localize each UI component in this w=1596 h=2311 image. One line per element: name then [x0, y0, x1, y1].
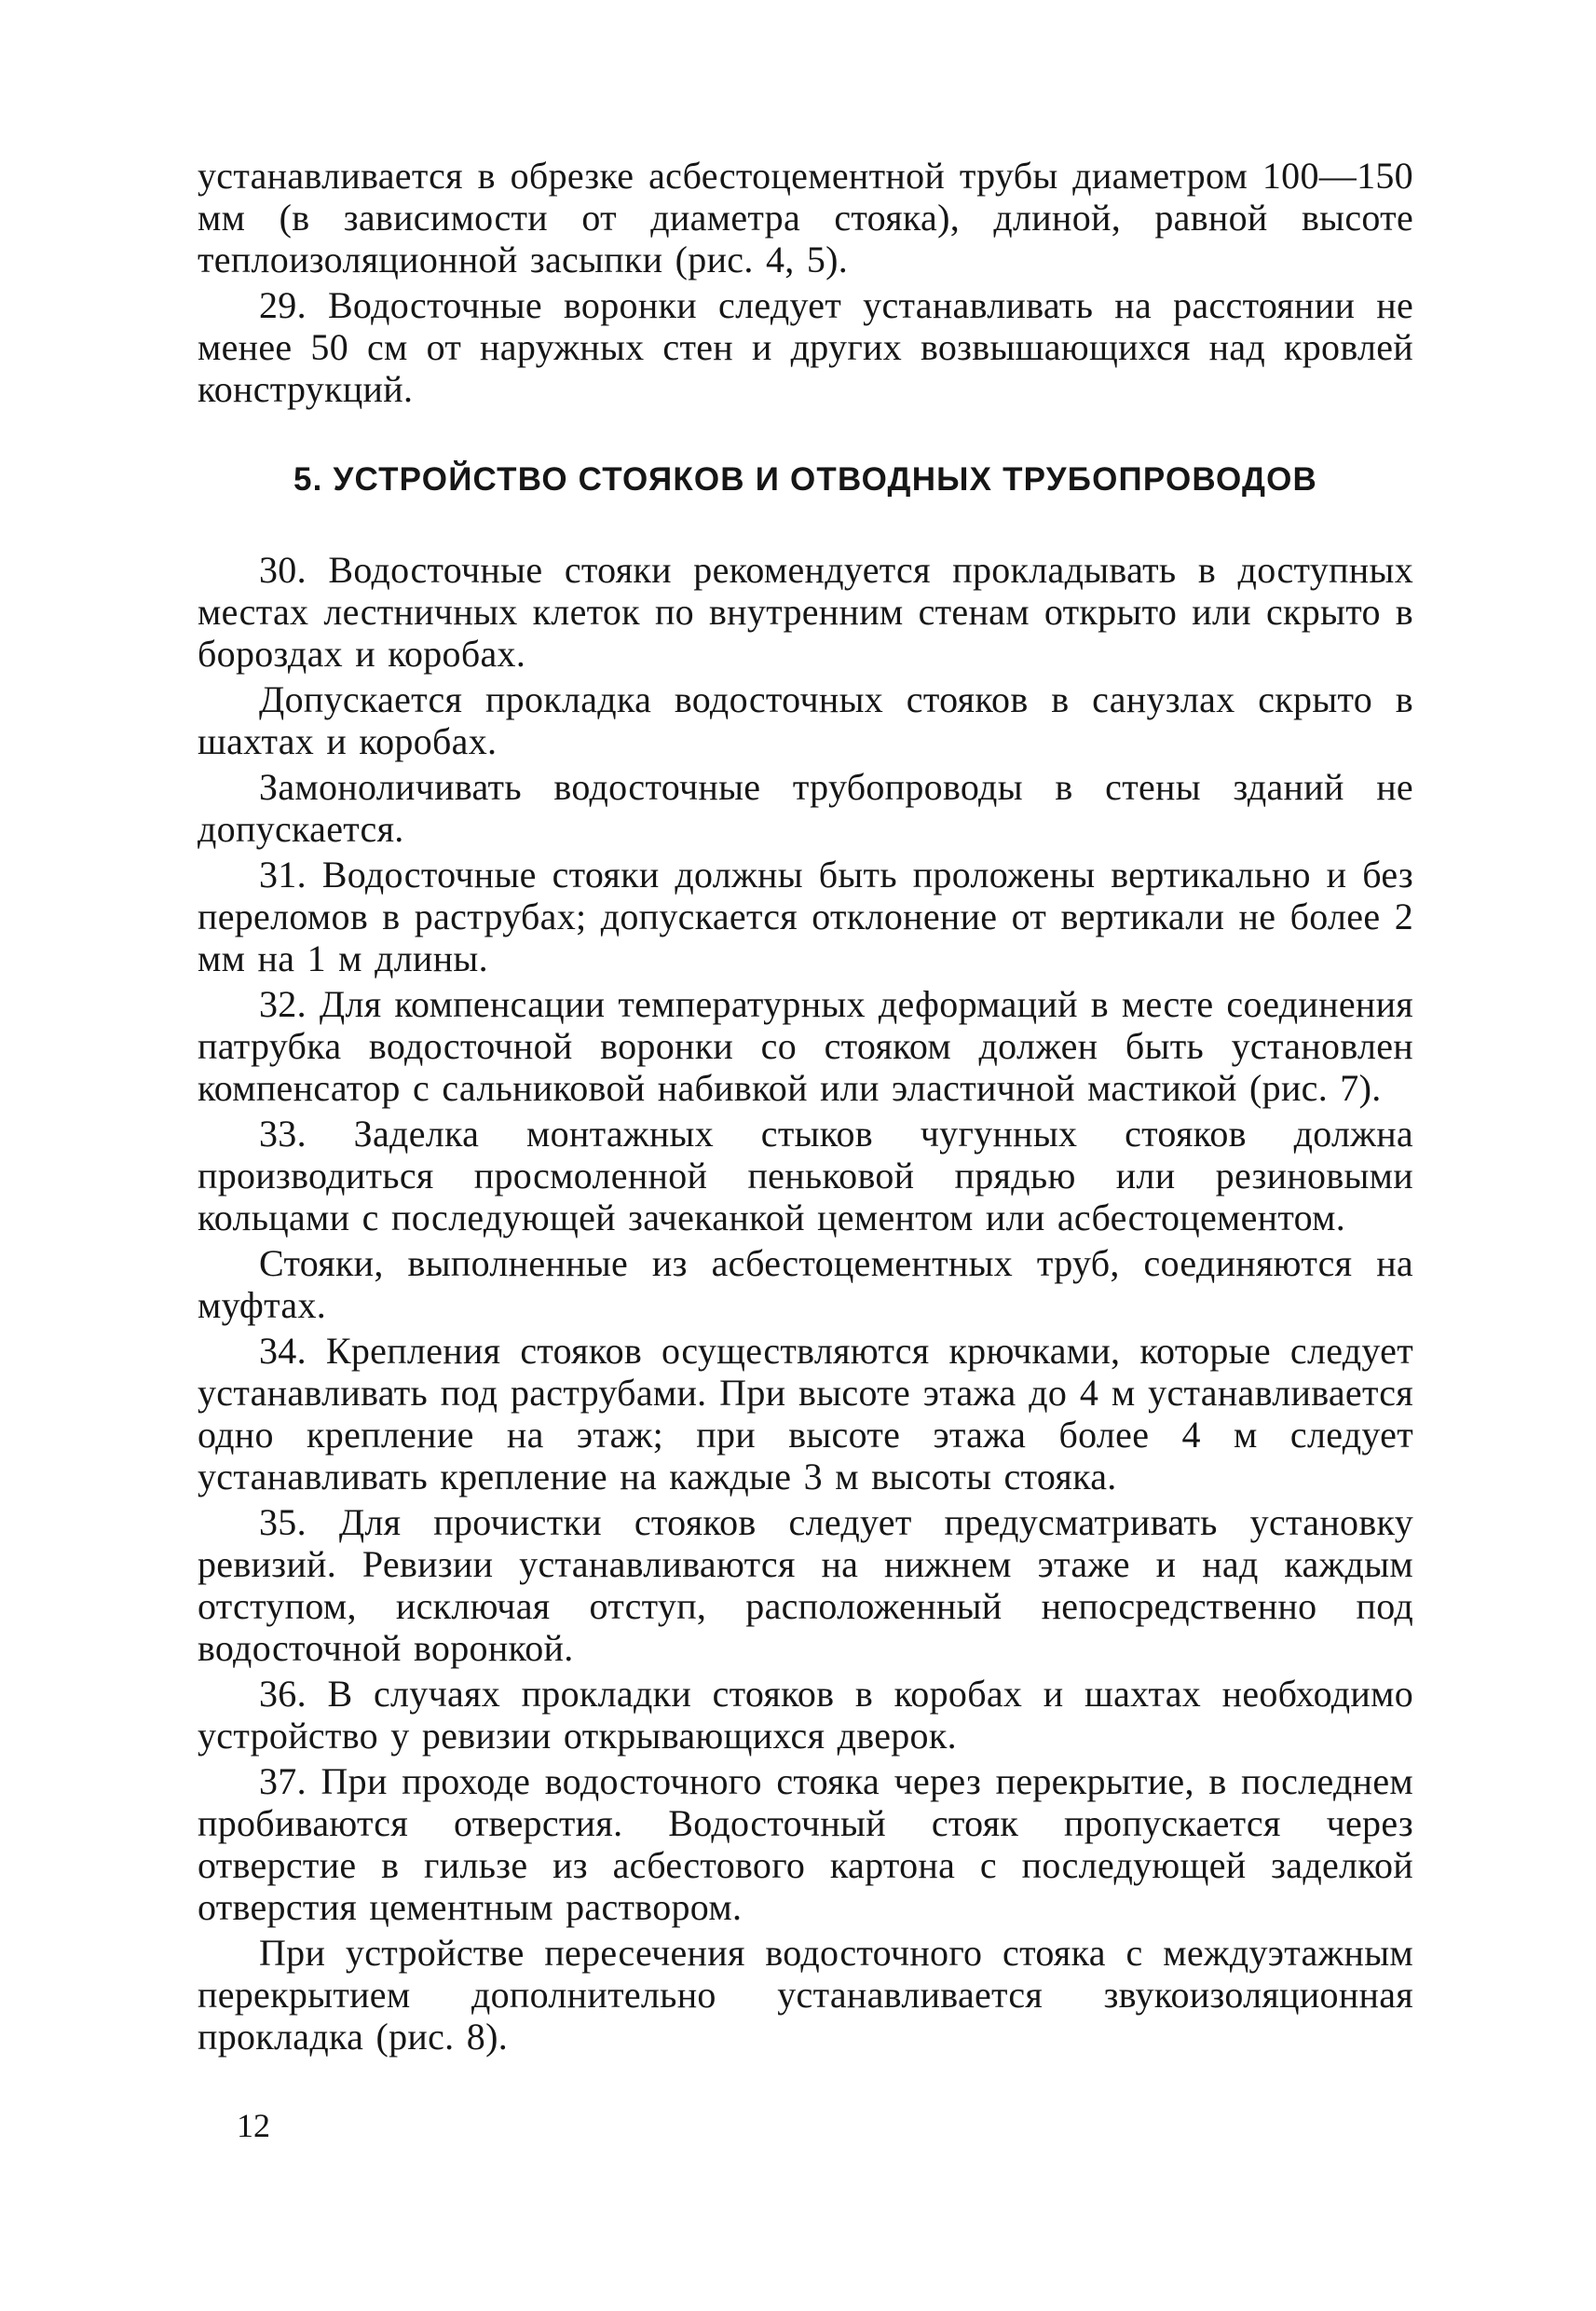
paragraph-34: 34. Крепления стояков осуществляются крючками, которые следует устанавливать под раструбами. При высоте этажа до 4 м устанавливается одно крепление на этаж; при высоте этажа более 4 м следует устанавливать крепление на каждые 3 м высоты стояка. [198, 1330, 1413, 1497]
paragraph-30-note-2: Замоноличивать водосточные трубопроводы в стены зданий не допускается. [198, 766, 1413, 850]
paragraph-37-note: При устройстве пересечения водосточного стояка с междуэтажным перекрытием дополнительно устанавливается звукоизоляционная прокладка (рис. 8). [198, 1932, 1413, 2058]
paragraph-33: 33. Заделка монтажных стыков чугунных стояков должна производиться просмоленной пеньковой прядью или резиновыми кольцами с последующей зачеканкой цементом или асбестоцементом. [198, 1113, 1413, 1238]
paragraph-32: 32. Для компенсации температурных деформаций в месте соединения патрубка водосточной воронки со стояком должен быть установлен компенсатор с сальниковой набивкой или эластичной мастикой (рис. 7). [198, 983, 1413, 1109]
paragraph-30-note-1: Допускается прокладка водосточных стояков в санузлах скрыто в шахтах и коробах. [198, 678, 1413, 762]
paragraph-33-note: Стояки, выполненные из асбестоцементных труб, соединяются на муфтах. [198, 1242, 1413, 1326]
paragraph-36: 36. В случаях прокладки стояков в коробах и шахтах необходимо устройство у ревизии открывающихся дверок. [198, 1673, 1413, 1757]
section-heading: 5. УСТРОЙСТВО СТОЯКОВ И ОТВОДНЫХ ТРУБОПРОВОДОВ [293, 461, 1317, 498]
page-number: 12 [237, 2107, 270, 2144]
paragraph-29: 29. Водосточные воронки следует устанавливать на расстоянии не менее 50 см от наружных стен и других возвышающихся над кровлей конструкций. [198, 284, 1413, 410]
paragraph-35: 35. Для прочистки стояков следует предусматривать установку ревизий. Ревизии устанавливаются на нижнем этаже и над каждым отступом, исключая отступ, расположенный непосредственно под водосточной воронкой. [198, 1501, 1413, 1669]
paragraph-37: 37. При проходе водосточного стояка через перекрытие, в последнем пробиваются отверстия. Водосточный стояк пропускается через отверстие в гильзе из асбестового картона с последующей заделкой отверстия цементным раствором. [198, 1760, 1413, 1928]
paragraph-31: 31. Водосточные стояки должны быть проложены вертикально и без переломов в раструбах; допускается отклонение от вертикали не более 2 мм на 1 м длины. [198, 854, 1413, 979]
paragraph-continuation: устанавливается в обрезке асбестоцементной трубы диаметром 100—150 мм (в зависимости от диаметра стояка), длиной, равной высоте теплоизоляционной засыпки (рис. 4, 5). [198, 155, 1413, 280]
document-page [198, 155, 1413, 2061]
paragraph-30: 30. Водосточные стояки рекомендуется прокладывать в доступных местах лестничных клеток по внутренним стенам открыто или скрыто в бороздах и коробах. [198, 549, 1413, 675]
